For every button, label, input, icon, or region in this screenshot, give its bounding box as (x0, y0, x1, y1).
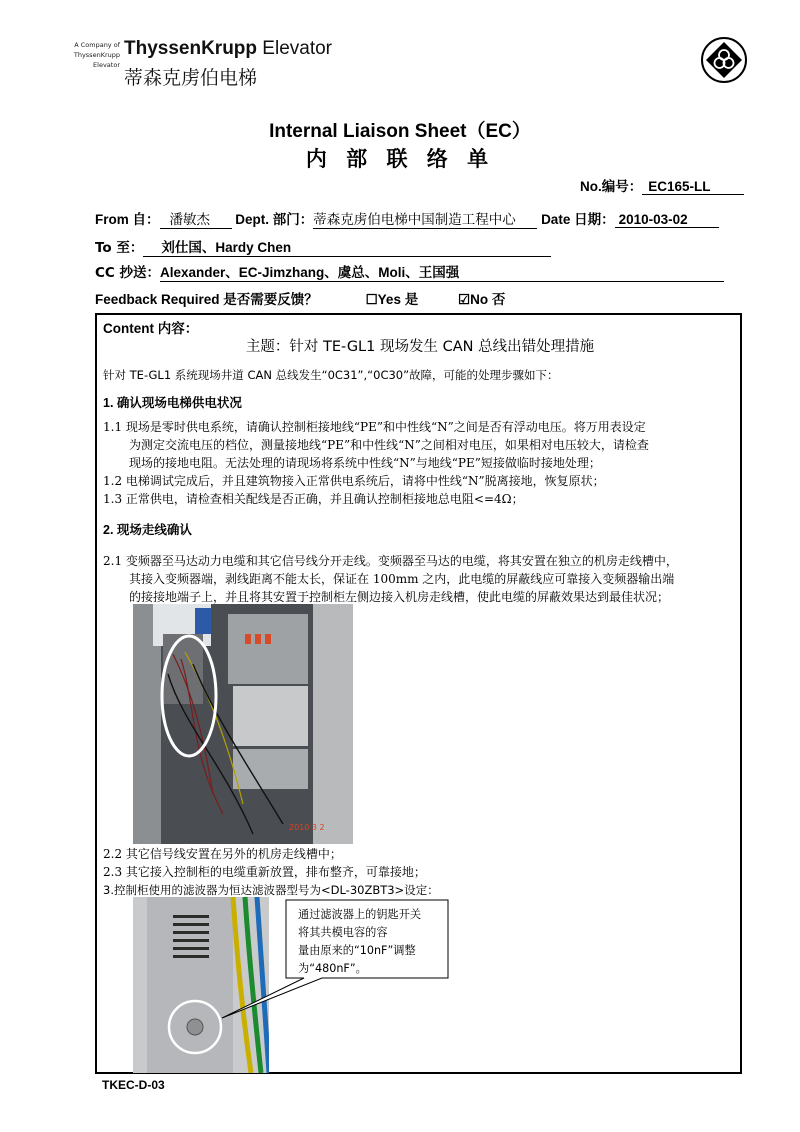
item-1-1: 1.1 现场是零时供电系统，请确认控制柜接地线“PE”和中性线“N”之间是否有浮动电压。将万用表设定 为测定交流电压的档位，测量接地线“PE”和中性线“N”之间相对电压，如果相对电压较大，请检查 现场的接地电阻。无法处理的请现场将系统中性线“N”与地线“PE”短接做临时接地处理； (103, 420, 649, 470)
date-label: Date 日期： (541, 212, 615, 227)
feedback-yes-checkbox[interactable]: ☐Yes 是 (365, 292, 419, 307)
dept-value: 蒂森克虏伯电梯中国制造工程中心 (313, 208, 537, 229)
feedback-row (95, 288, 505, 308)
intro-text: 针对 TE-GL1 系统现场井道 CAN 总线发生“0C31”,“0C30”故障，可能的处理步骤如下： (103, 368, 559, 382)
item-3: 3.控制柜使用的滤波器为恒达滤波器型号为<DL-30ZBT3>设定： (103, 883, 439, 897)
item-2-2: 2.2 其它信号线安置在另外的机房走线槽中； (103, 847, 342, 861)
dept-label: Dept. 部门： (235, 212, 314, 227)
checked-box-icon: ☑ (457, 292, 471, 307)
brand-name-cn: 蒂森克虏伯电梯 (124, 67, 258, 89)
to-value: 刘仕国、Hardy Chen (143, 236, 551, 257)
unchecked-box-icon: ☐ (365, 292, 378, 307)
item-2-3: 2.3 其它接入控制柜的电缆重新放置，排布整齐，可靠接地； (103, 865, 426, 879)
control-cabinet-photo (133, 604, 353, 844)
item-2-1: 2.1 变频器至马达动力电缆和其它信号线分开走线。变频器至马达的电缆，将其安置在独立的机房走线槽中， 其接入变频器端，剥线距离不能太长，保证在 100mm 之内，此电缆的屏蔽线应可靠接入变频器输出端 的接接地端子上，并且将其安置于控制柜左侧边接入机房走线槽，使此电缆的屏蔽效果达到最佳状况； (103, 554, 678, 604)
from-value: 潘敏杰 (160, 208, 232, 229)
subject-line: 主题：针对 TE-GL1 现场发生 CAN 总线出错处理措施 (245, 339, 595, 355)
document-number-value: EC165-LL (642, 179, 744, 195)
feedback-label: Feedback Required 是否需要反馈？ (95, 292, 318, 307)
to-row (95, 236, 551, 257)
date-value: 2010-03-02 (615, 212, 719, 228)
form-code: TKEC-D-03 (102, 1078, 165, 1092)
from-label: From 自： (95, 212, 160, 227)
brand-name: ThyssenKrupp Elevator (124, 38, 333, 59)
from-row (95, 208, 719, 229)
section2-title: 2. 现场走线确认 (103, 523, 192, 537)
filter-photo (133, 897, 269, 1073)
item-1-2: 1.2 电梯调试完成后，并且建筑物接入正常供电系统后，请将中性线“N”脱离接地，恢复原状； (103, 474, 605, 488)
company-affiliation: A Company of ThyssenKrupp Elevator (73, 41, 120, 69)
cc-label: CC 抄送： (95, 265, 161, 281)
content-label: Content 内容： (103, 321, 199, 336)
thyssenkrupp-logo-icon (700, 36, 748, 84)
cc-value: Alexander、EC-Jimzhang、虞总、Moli、王国强 (160, 261, 724, 282)
feedback-no-checkbox[interactable]: ☑No 否 (457, 292, 506, 307)
document-title: Internal Liaison Sheet（EC） (269, 121, 531, 142)
cc-row (95, 261, 724, 282)
section1-title: 1. 确认现场电梯供电状况 (103, 396, 242, 410)
document-title-cn: 内 部 联 络 单 (305, 147, 495, 171)
callout-text: 通过滤波器上的钥匙开关 将其共模电容的容 量由原来的“10nF”调整 为“480nF”。 (298, 908, 422, 975)
item-1-3: 1.3 正常供电，请检查相关配线是否正确，并且确认控制柜接地总电阻<=4Ω； (103, 492, 524, 506)
photo-date-stamp: 2010 3 2 (289, 823, 325, 832)
document-number: No.编号： EC165-LL (580, 175, 744, 195)
to-label: To 至： (95, 240, 144, 256)
